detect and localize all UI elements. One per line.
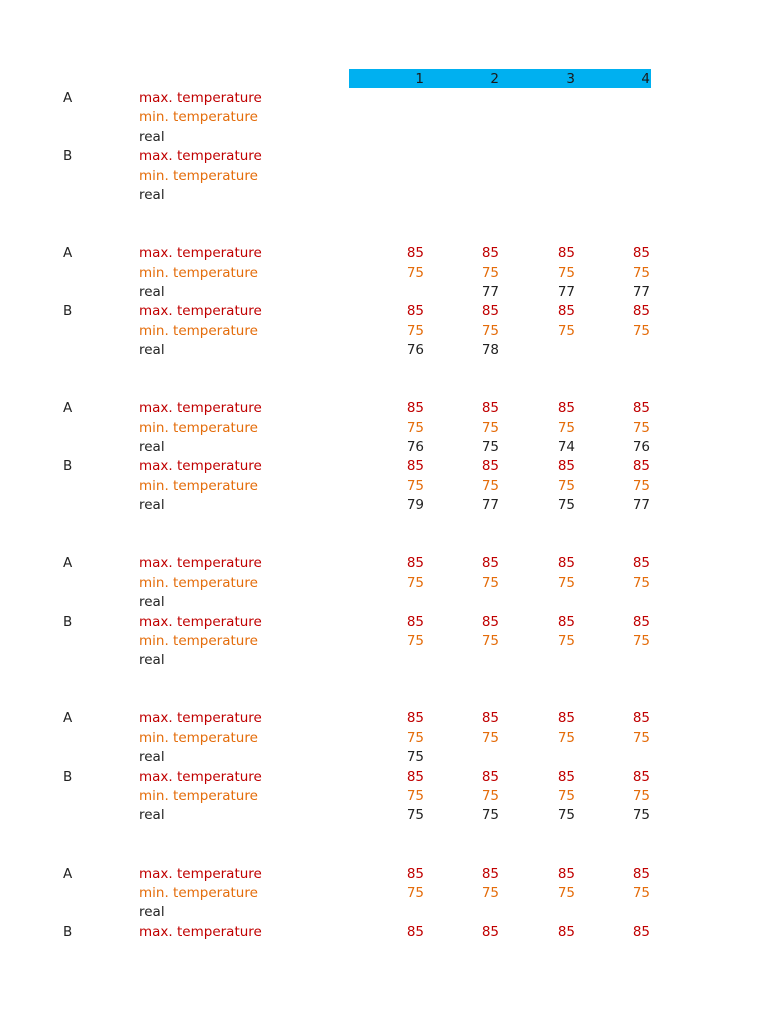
min-value-cell: 75 xyxy=(481,788,499,804)
table-row xyxy=(0,554,768,573)
table-row xyxy=(0,748,768,767)
max-value-cell: 85 xyxy=(481,614,499,630)
table-row xyxy=(0,574,768,593)
max-value-cell: 85 xyxy=(406,245,424,261)
real-label: real xyxy=(139,284,165,300)
min-value-cell: 75 xyxy=(406,478,424,494)
min-value-cell: 75 xyxy=(481,730,499,746)
table-row xyxy=(0,264,768,283)
min-value-cell: 75 xyxy=(632,885,650,901)
max-value-cell: 85 xyxy=(481,245,499,261)
max-label: max. temperature xyxy=(139,400,262,416)
real-value-cell: 78 xyxy=(481,342,499,358)
max-value-cell: 85 xyxy=(557,245,575,261)
min-value-cell: 75 xyxy=(632,633,650,649)
min-label: min. temperature xyxy=(139,633,258,649)
max-value-cell: 85 xyxy=(632,866,650,882)
min-label: min. temperature xyxy=(139,420,258,436)
real-value-cell: 75 xyxy=(406,807,424,823)
min-value-cell: 75 xyxy=(557,420,575,436)
min-value-cell: 75 xyxy=(632,265,650,281)
real-value-cell: 77 xyxy=(632,284,650,300)
table-row xyxy=(0,186,768,205)
group-label: B xyxy=(63,148,73,164)
min-value-cell: 75 xyxy=(557,730,575,746)
table-row xyxy=(0,768,768,787)
max-label: max. temperature xyxy=(139,148,262,164)
max-value-cell: 85 xyxy=(557,555,575,571)
max-value-cell: 85 xyxy=(632,614,650,630)
real-label: real xyxy=(139,594,165,610)
max-value-cell: 85 xyxy=(481,400,499,416)
table-row xyxy=(0,496,768,515)
max-value-cell: 85 xyxy=(557,924,575,940)
table-row xyxy=(0,477,768,496)
real-value-cell: 77 xyxy=(481,497,499,513)
min-value-cell: 75 xyxy=(632,788,650,804)
max-value-cell: 85 xyxy=(481,303,499,319)
max-value-cell: 85 xyxy=(481,769,499,785)
real-value-cell: 74 xyxy=(557,439,575,455)
table-row xyxy=(0,613,768,632)
min-value-cell: 75 xyxy=(406,788,424,804)
table-row xyxy=(0,419,768,438)
min-value-cell: 75 xyxy=(557,478,575,494)
max-value-cell: 85 xyxy=(632,303,650,319)
max-value-cell: 85 xyxy=(406,614,424,630)
max-value-cell: 85 xyxy=(557,769,575,785)
min-value-cell: 75 xyxy=(557,323,575,339)
min-label: min. temperature xyxy=(139,730,258,746)
max-value-cell: 85 xyxy=(406,769,424,785)
max-value-cell: 85 xyxy=(481,924,499,940)
min-value-cell: 75 xyxy=(406,265,424,281)
min-label: min. temperature xyxy=(139,575,258,591)
max-value-cell: 85 xyxy=(406,303,424,319)
max-value-cell: 85 xyxy=(406,555,424,571)
max-label: max. temperature xyxy=(139,245,262,261)
max-value-cell: 85 xyxy=(632,769,650,785)
min-value-cell: 75 xyxy=(557,265,575,281)
min-value-cell: 75 xyxy=(481,323,499,339)
real-label: real xyxy=(139,904,165,920)
max-value-cell: 85 xyxy=(481,866,499,882)
min-label: min. temperature xyxy=(139,265,258,281)
real-label: real xyxy=(139,129,165,145)
min-value-cell: 75 xyxy=(406,885,424,901)
real-label: real xyxy=(139,439,165,455)
real-value-cell: 76 xyxy=(406,342,424,358)
max-value-cell: 85 xyxy=(632,555,650,571)
real-label: real xyxy=(139,497,165,513)
max-value-cell: 85 xyxy=(632,710,650,726)
min-label: min. temperature xyxy=(139,885,258,901)
max-value-cell: 85 xyxy=(406,866,424,882)
real-value-cell: 75 xyxy=(406,749,424,765)
table-row xyxy=(0,283,768,302)
table-row xyxy=(0,632,768,651)
max-value-cell: 85 xyxy=(557,458,575,474)
max-value-cell: 85 xyxy=(406,710,424,726)
max-label: max. temperature xyxy=(139,769,262,785)
table-row xyxy=(0,302,768,321)
max-value-cell: 85 xyxy=(557,866,575,882)
real-value-cell: 75 xyxy=(481,439,499,455)
min-value-cell: 75 xyxy=(557,788,575,804)
real-value-cell: 77 xyxy=(557,284,575,300)
max-label: max. temperature xyxy=(139,90,262,106)
max-value-cell: 85 xyxy=(632,924,650,940)
group-label: B xyxy=(63,924,73,940)
column-header-3: 3 xyxy=(566,71,575,87)
table-row xyxy=(0,322,768,341)
column-header-4: 4 xyxy=(641,71,650,87)
table-row xyxy=(0,167,768,186)
table-row xyxy=(0,865,768,884)
min-value-cell: 75 xyxy=(406,575,424,591)
min-label: min. temperature xyxy=(139,323,258,339)
min-value-cell: 75 xyxy=(632,730,650,746)
min-value-cell: 75 xyxy=(481,420,499,436)
min-value-cell: 75 xyxy=(557,885,575,901)
min-value-cell: 75 xyxy=(632,420,650,436)
table-row xyxy=(0,128,768,147)
min-value-cell: 75 xyxy=(481,478,499,494)
group-label: B xyxy=(63,303,73,319)
max-value-cell: 85 xyxy=(557,614,575,630)
real-label: real xyxy=(139,342,165,358)
real-value-cell: 76 xyxy=(406,439,424,455)
min-value-cell: 75 xyxy=(632,478,650,494)
max-label: max. temperature xyxy=(139,555,262,571)
min-label: min. temperature xyxy=(139,478,258,494)
min-value-cell: 75 xyxy=(406,420,424,436)
real-label: real xyxy=(139,187,165,203)
max-value-cell: 85 xyxy=(406,400,424,416)
table-row xyxy=(0,89,768,108)
group-label: A xyxy=(63,866,73,882)
table-row xyxy=(0,787,768,806)
min-value-cell: 75 xyxy=(557,575,575,591)
group-label: B xyxy=(63,769,73,785)
min-label: min. temperature xyxy=(139,168,258,184)
min-value-cell: 75 xyxy=(632,575,650,591)
real-value-cell: 75 xyxy=(557,497,575,513)
table-row xyxy=(0,341,768,360)
column-header-1: 1 xyxy=(415,71,424,87)
max-value-cell: 85 xyxy=(557,710,575,726)
real-label: real xyxy=(139,749,165,765)
group-label: B xyxy=(63,614,73,630)
group-label: B xyxy=(63,458,73,474)
max-value-cell: 85 xyxy=(632,400,650,416)
column-header-2: 2 xyxy=(490,71,499,87)
table-row xyxy=(0,903,768,922)
min-value-cell: 75 xyxy=(557,633,575,649)
group-label: A xyxy=(63,400,73,416)
min-value-cell: 75 xyxy=(406,323,424,339)
max-label: max. temperature xyxy=(139,458,262,474)
min-value-cell: 75 xyxy=(481,265,499,281)
max-label: max. temperature xyxy=(139,866,262,882)
max-value-cell: 85 xyxy=(406,924,424,940)
table-row xyxy=(0,399,768,418)
table-row xyxy=(0,108,768,127)
table-row xyxy=(0,729,768,748)
max-value-cell: 85 xyxy=(632,458,650,474)
table-row xyxy=(0,884,768,903)
max-value-cell: 85 xyxy=(632,245,650,261)
table-row xyxy=(0,244,768,263)
max-label: max. temperature xyxy=(139,710,262,726)
min-value-cell: 75 xyxy=(406,633,424,649)
table-row xyxy=(0,709,768,728)
max-value-cell: 85 xyxy=(481,555,499,571)
real-value-cell: 76 xyxy=(632,439,650,455)
min-value-cell: 75 xyxy=(481,633,499,649)
table-row xyxy=(0,147,768,166)
group-label: A xyxy=(63,710,73,726)
min-value-cell: 75 xyxy=(481,885,499,901)
real-value-cell: 79 xyxy=(406,497,424,513)
real-value-cell: 77 xyxy=(481,284,499,300)
max-label: max. temperature xyxy=(139,924,262,940)
real-label: real xyxy=(139,652,165,668)
max-label: max. temperature xyxy=(139,303,262,319)
group-label: A xyxy=(63,90,73,106)
table-row xyxy=(0,593,768,612)
table-row xyxy=(0,806,768,825)
real-value-cell: 77 xyxy=(632,497,650,513)
table-row xyxy=(0,438,768,457)
max-value-cell: 85 xyxy=(481,710,499,726)
real-value-cell: 75 xyxy=(632,807,650,823)
min-value-cell: 75 xyxy=(406,730,424,746)
min-value-cell: 75 xyxy=(481,575,499,591)
min-value-cell: 75 xyxy=(632,323,650,339)
real-label: real xyxy=(139,807,165,823)
min-label: min. temperature xyxy=(139,788,258,804)
max-label: max. temperature xyxy=(139,614,262,630)
real-value-cell: 75 xyxy=(481,807,499,823)
group-label: A xyxy=(63,245,73,261)
max-value-cell: 85 xyxy=(557,303,575,319)
table-row xyxy=(0,923,768,942)
group-label: A xyxy=(63,555,73,571)
table-row xyxy=(0,457,768,476)
real-value-cell: 75 xyxy=(557,807,575,823)
max-value-cell: 85 xyxy=(481,458,499,474)
max-value-cell: 85 xyxy=(557,400,575,416)
table-row xyxy=(0,651,768,670)
max-value-cell: 85 xyxy=(406,458,424,474)
min-label: min. temperature xyxy=(139,109,258,125)
